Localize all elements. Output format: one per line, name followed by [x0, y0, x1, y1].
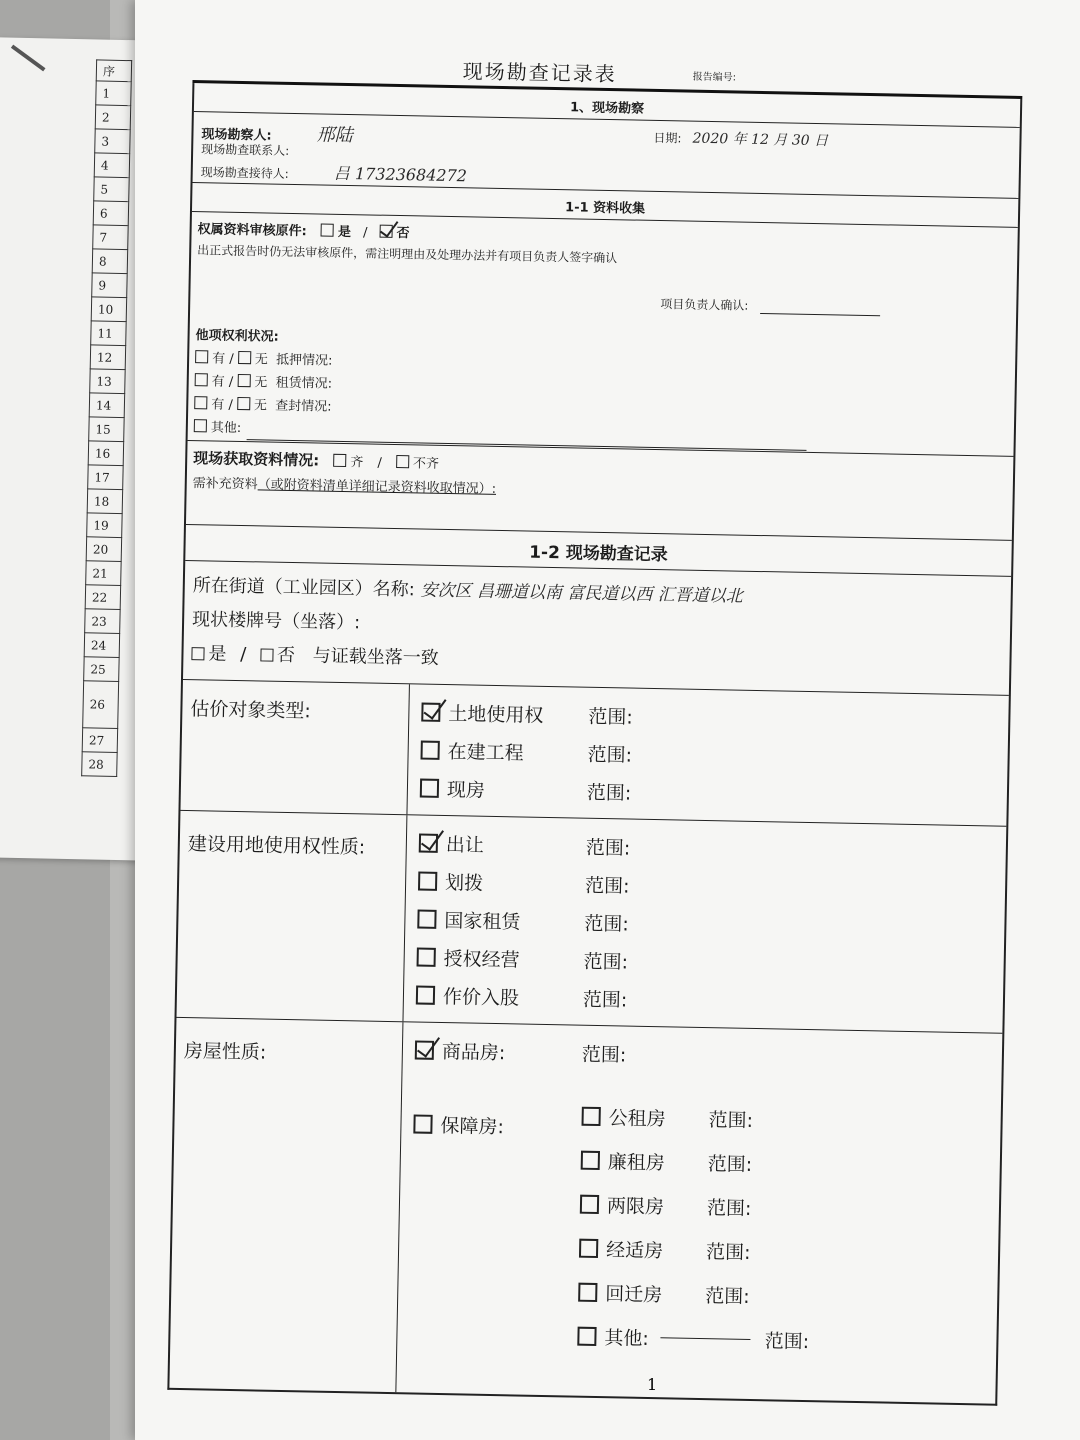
receiver-value: 吕 17323684272: [333, 163, 468, 186]
rights-row-other: 其他:: [194, 416, 808, 451]
section-1-2-header: 1-2 现场勘查记录: [185, 524, 1012, 577]
list-number: 2: [95, 105, 130, 130]
list-number: 23: [85, 609, 120, 634]
under-construction-checkbox[interactable]: [421, 740, 440, 759]
consistent-yes-checkbox[interactable]: [191, 647, 204, 660]
complete-label: 齐: [350, 455, 364, 471]
list-number: 19: [87, 513, 122, 538]
authorized-operation-checkbox[interactable]: [417, 947, 436, 966]
lease-yes-checkbox[interactable]: [195, 373, 208, 386]
mortgage-yes-checkbox[interactable]: [195, 350, 208, 363]
list-number: 14: [89, 393, 124, 418]
existing-house-checkbox[interactable]: [420, 778, 439, 797]
pm-confirm-label: 项目负责人确认:: [660, 297, 749, 313]
ownership-no-label: 否: [396, 225, 410, 242]
list-number: 15: [89, 417, 124, 442]
list-number: 6: [93, 201, 128, 226]
list-number: 22: [85, 585, 120, 610]
section-1: 1、现场勘察 现场勘察人: 邢陆 现场勘查联系人: 现场勘查接待人: 吕 17323684272 日期: 2020 年 12 月 30 日 1-1 资料收集 权属资料审核原件: 是 / 否 出正式报告时仍无法审核原件，需注明理由及处理办法并有项目负责人签字确认 项目负责人确认: 他项权利状况: 有 / 无 抵押情况: 有 / 无 租赁情况: 有 / 无 查封情况: 其他: 现场获取资料情况: 齐 / 不齐 需补充资料（或附资料清单详细记录资料收取情况）: 1-2 现场勘查记录 所在街道（工业园区）名称: 安次区 昌珊道以南 富民道以西 汇晋道以北 现状楼牌号（坐落）: 是 / 否 与证载坐落一致 估价对象类型: 土地使用权 范围: 在建工程 范围: 现房 范围: 建设用地使用权性质: 出让 范围: 划拨 范围: 国家租赁 范围: 授权经营 范围: 作价入股 范围: 房屋性质: 商品房: 范围: 保障房: 公租房 范围: 廉租房 范围: 两限房 范围: 经适房 范围: 回迁房 范围: 其他: 范围:: [167, 83, 1022, 1406]
resettlement-checkbox[interactable]: [578, 1282, 597, 1301]
price-limited-checkbox[interactable]: [580, 1194, 599, 1213]
door-label: 现状楼牌号（坐落）:: [191, 609, 361, 634]
list-number: 28: [82, 752, 117, 777]
allocation-checkbox[interactable]: [418, 871, 437, 890]
section-1-header: 1、现场勘察: [194, 83, 1020, 128]
form-title: 现场勘查记录表: [462, 59, 617, 87]
number-list: [81, 59, 132, 777]
land-use-nature-row: 建设用地使用权性质: 出让 范围: 划拨 范围: 国家租赁 范围: 授权经营 范围: 作价入股 范围:: [177, 810, 1007, 1033]
seizure-yes-checkbox[interactable]: [194, 396, 207, 409]
survey-form: [168, 50, 1023, 1386]
form-paper: [135, 0, 1080, 1440]
ownership-note: 出正式报告时仍无法审核原件，需注明理由及处理办法并有项目负责人签字确认: [197, 243, 618, 266]
contact-label: 现场勘查联系人:: [201, 142, 290, 158]
other-house-checkbox[interactable]: [577, 1326, 596, 1345]
page-number: 1: [647, 1375, 658, 1394]
affordable-checkbox[interactable]: [413, 1114, 432, 1133]
ownership-yes-label: 是: [337, 224, 352, 241]
section-1-1-header: 1-1 资料收集: [192, 182, 1018, 228]
list-number: 24: [84, 633, 119, 658]
inspector-label: 现场勘察人:: [201, 127, 272, 144]
capital-contribution-checkbox[interactable]: [416, 985, 435, 1004]
list-number: 9: [92, 273, 127, 298]
pen-mark: [11, 45, 46, 72]
list-number: 21: [86, 561, 121, 586]
list-number: 3: [95, 129, 130, 154]
list-number: 4: [94, 153, 129, 178]
list-header: 序: [96, 60, 131, 82]
valuation-type-row: 估价对象类型: 土地使用权 范围: 在建工程 范围: 现房 范围:: [180, 679, 1008, 826]
list-number: 1: [96, 81, 131, 106]
ownership-yes-checkbox[interactable]: [321, 224, 334, 237]
date-value: 2020 年 12 月 30 日: [692, 130, 829, 150]
ownership-label: 权属资料审核原件:: [197, 222, 307, 240]
consistent-no-checkbox[interactable]: [260, 648, 273, 661]
list-number: 11: [91, 321, 126, 346]
house-nature-row: 房屋性质: 商品房: 范围: 保障房: 公租房 范围: 廉租房 范围: 两限房 范围: 经适房 范围: 回迁房 范围: 其他: 范围:: [169, 1017, 1002, 1404]
other-house-line[interactable]: [661, 1337, 751, 1340]
list-number: 25: [84, 657, 119, 682]
list-number: 27: [82, 728, 117, 753]
ownership-no-checkbox[interactable]: [380, 225, 393, 238]
list-number: 17: [88, 465, 123, 490]
list-number: 26: [83, 681, 119, 729]
list-number: 18: [87, 489, 122, 514]
pm-confirm-line[interactable]: [760, 313, 880, 316]
state-lease-checkbox[interactable]: [417, 909, 436, 928]
receiver-label: 现场勘查接待人:: [200, 165, 289, 181]
incomplete-label: 不齐: [412, 456, 440, 472]
economic-housing-checkbox[interactable]: [579, 1238, 598, 1257]
incomplete-checkbox[interactable]: [396, 455, 409, 468]
list-number: 13: [90, 369, 125, 394]
list-number: 12: [90, 345, 125, 370]
house-label: 房屋性质:: [169, 1018, 403, 1392]
street-value: 安次区 昌珊道以南 富民道以西 汇晋道以北: [420, 580, 743, 607]
street-label: 所在街道（工业园区）名称:: [192, 575, 416, 601]
list-number: 10: [91, 297, 126, 322]
supplement-note: （或附资料清单详细记录资料收取情况）:: [257, 477, 497, 497]
public-rental-checkbox[interactable]: [582, 1106, 601, 1125]
commercial-checkbox[interactable]: [415, 1040, 434, 1059]
consistent-label: 与证载坐落一致: [312, 645, 439, 669]
list-number: 16: [88, 441, 123, 466]
date-label: 日期:: [653, 130, 682, 146]
list-number: 7: [93, 225, 128, 250]
onsite-label: 现场获取资料情况:: [193, 449, 320, 470]
supplement-label: 需补充资料: [192, 476, 258, 493]
land-use-right-checkbox[interactable]: [421, 702, 440, 721]
report-number-label: 报告编号:: [692, 71, 737, 84]
rights-row-seizure: 有 / 无 查封情况:: [194, 393, 808, 428]
lease-no-checkbox[interactable]: [237, 374, 250, 387]
list-number: 5: [94, 177, 129, 202]
valuation-label: 估价对象类型:: [180, 680, 409, 814]
list-number: 8: [92, 249, 127, 274]
other-rights-checkbox[interactable]: [194, 419, 207, 432]
list-number: 20: [86, 537, 121, 562]
mortgage-no-checkbox[interactable]: [238, 351, 251, 364]
rights-row-mortgage: 有 / 无 抵押情况:: [195, 347, 809, 382]
transfer-checkbox[interactable]: [419, 833, 438, 852]
other-rights-label: 他项权利状况:: [195, 328, 279, 345]
rights-row-lease: 有 / 无 租赁情况:: [194, 370, 808, 405]
inspector-value: 邢陆: [316, 124, 353, 147]
land-use-label: 建设用地使用权性质:: [177, 811, 408, 1021]
complete-checkbox[interactable]: [333, 454, 346, 467]
seizure-no-checkbox[interactable]: [237, 397, 250, 410]
low-rent-checkbox[interactable]: [581, 1150, 600, 1169]
